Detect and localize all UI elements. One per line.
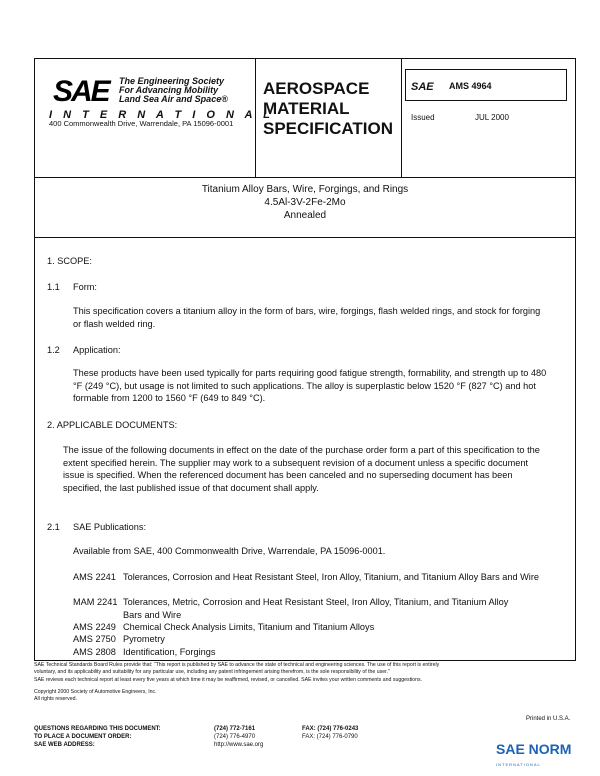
ams-number: AMS 4964 [449, 81, 492, 91]
international-wordmark: I N T E R N A T I O N A L [49, 109, 274, 121]
footer-legal: SAE Technical Standards Board Rules provide that: “This report is published by SAE to advance the state of technical and engineering sciences. The use of this report is entirely voluntary, and its applicability and suitability for any particular use, including any patent infringement arising therefrom, is the sole responsibility of the user.” SAE reviews each technical report at least every five years at which time it may be reaffirmed, revised, or cancelled. SAE invites your written comments and suggestions. Copyright 2000 Society of Automotive Engineers, Inc. All rights reserved. [34, 662, 440, 702]
sae-norm-watermark: SAE NORM [496, 741, 572, 757]
sae-small-logo: SAE [411, 81, 434, 93]
questions-label: QUESTIONS REGARDING THIS DOCUMENT: [34, 726, 161, 732]
document-frame [34, 58, 576, 661]
order-fax: FAX: (724) 776-0790 [302, 734, 358, 740]
order-phone: (724) 776-4970 [214, 734, 256, 740]
sae-logo-mark: SAE [53, 75, 109, 108]
questions-phone: (724) 772-7161 [214, 726, 256, 732]
questions-fax: FAX: (724) 776-0243 [302, 726, 359, 732]
section-title-application: Application: [73, 345, 121, 355]
reference-title: Tolerances, Corrosion and Heat Resistant Steel, Iron Alloy, Titanium, and Titanium Alloy Bars and Wire [123, 572, 540, 582]
reference-code: AMS 2750 [73, 634, 116, 644]
section-heading-applicable-documents: 2. APPLICABLE DOCUMENTS: [47, 420, 178, 430]
sae-publications-address: Available from SAE, 400 Commonwealth Drive, Warrendale, PA 15096-0001. [73, 546, 386, 556]
section-heading-scope: 1. SCOPE: [47, 256, 92, 266]
form-paragraph: This specification covers a titanium alloy in the form of bars, wire, forgings, flash welded rings, and stock for forging or flash welded ring. [73, 306, 541, 329]
applicable-documents-paragraph: The issue of the following documents in effect on the date of the purchase order form a part of this specification to the extent specified herein. The supplier may work to a subsequent revision of a document unless a specific document issue is specified. When the referenced document has been canceled and no superseding document has been specified, the last published issue of that document shall apply. [63, 445, 540, 493]
printed-in: Printed in U.S.A. [526, 716, 571, 722]
web-url[interactable]: http://www.sae.org [214, 742, 264, 748]
application-paragraph: These products have been used typically for parts requiring good fatigue strength, formability, and strength up to 480 °F (249 °C), but usage is not limited to such applications. The alloy is superplastic below 1520 °F (827 °C) and hot formable from 1200 to 1560 °F (649 to 849 °C). [73, 368, 547, 403]
reference-code: AMS 2249 [73, 622, 116, 632]
reference-code: MAM 2241 [73, 597, 118, 607]
issued-date: JUL 2000 [475, 113, 509, 122]
issued-label: Issued [411, 113, 435, 122]
section-number: 1.2 [47, 345, 60, 355]
reference-title: Pyrometry [123, 634, 165, 644]
section-title-sae-publications: SAE Publications: [73, 522, 147, 532]
reference-title: Identification, Forgings [123, 647, 216, 657]
reference-code: AMS 2241 [73, 572, 116, 582]
header-divider [401, 59, 402, 177]
reference-code: AMS 2808 [73, 647, 116, 657]
web-label: SAE WEB ADDRESS: [34, 742, 95, 748]
sae-norm-watermark-sub: INTERNATIONAL [496, 762, 541, 767]
order-label: TO PLACE A DOCUMENT ORDER: [34, 734, 132, 740]
spec-type-heading: AEROSPACE MATERIAL SPECIFICATION [263, 79, 394, 138]
society-tagline: The Engineering Society For Advancing Mobility Land Sea Air and Space® [119, 76, 228, 104]
section-number: 2.1 [47, 522, 60, 532]
title-divider [35, 237, 575, 238]
section-title-form: Form: [73, 282, 97, 292]
sae-address: 400 Commonwealth Drive, Warrendale, PA 15096-0001 [49, 119, 234, 128]
section-number: 1.1 [47, 282, 60, 292]
header-row [35, 59, 575, 178]
document-title: Titanium Alloy Bars, Wire, Forgings, and Rings 4.5Al-3V-2Fe-2Mo Annealed [201, 184, 409, 221]
reference-title: Tolerances, Metric, Corrosion and Heat Resistant Steel, Iron Alloy, Titanium, and Titanium Alloy Bars and Wire [123, 597, 509, 620]
reference-title: Chemical Check Analysis Limits, Titanium and Titanium Alloys [123, 622, 375, 632]
